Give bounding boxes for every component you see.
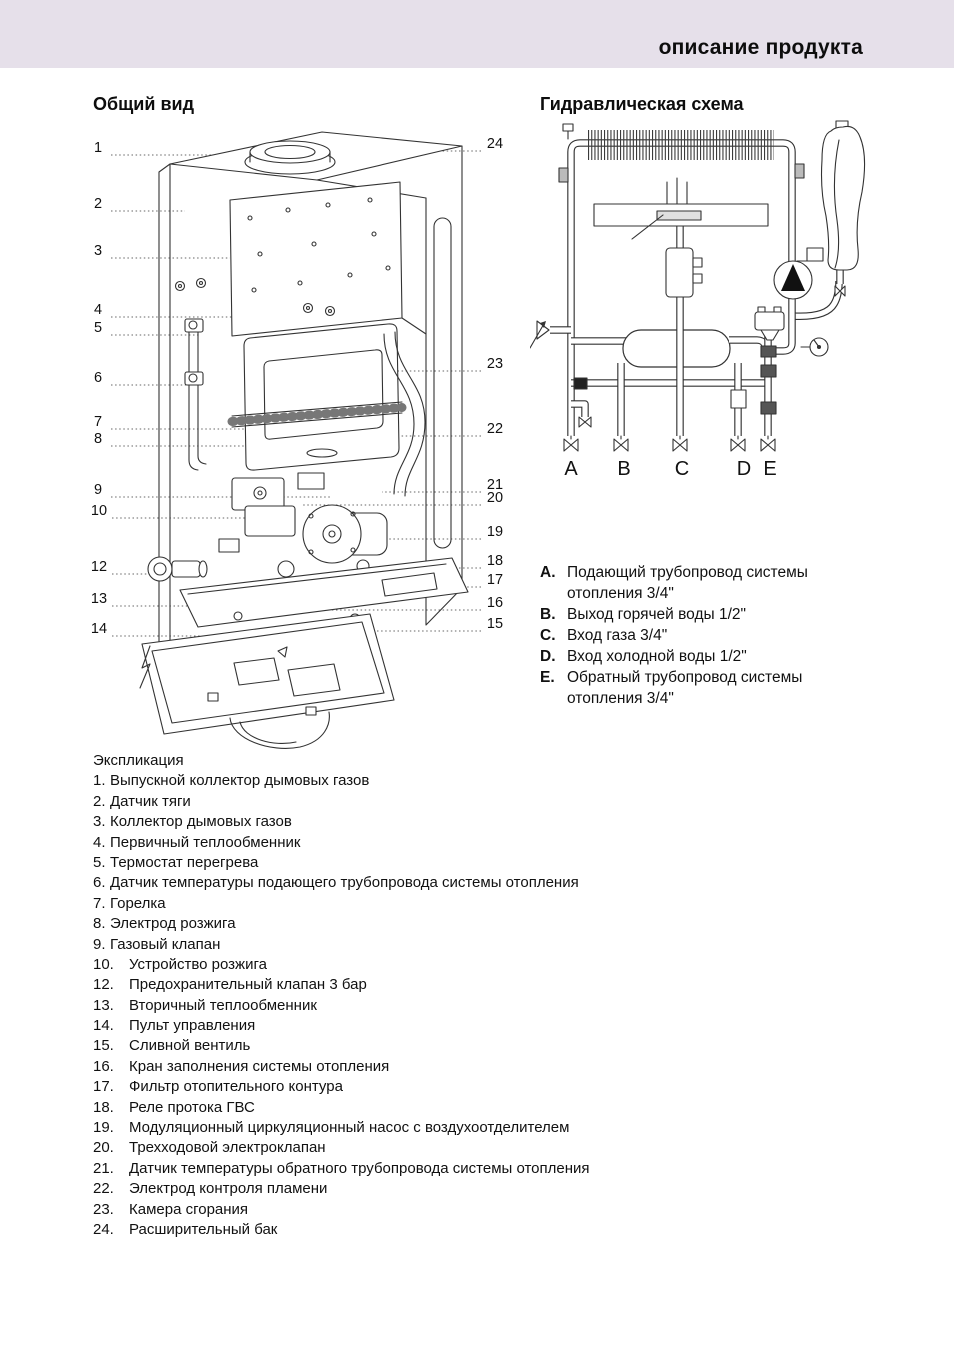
section-title-general-view: Общий вид — [93, 94, 194, 114]
item-text: Фильтр отопительного контура — [129, 1078, 343, 1096]
connection-letter-d: D — [736, 458, 752, 480]
item-number: 13. — [93, 996, 114, 1014]
list-item — [93, 1220, 923, 1240]
callout-number-10: 10 — [90, 503, 108, 519]
list-item — [93, 1138, 923, 1158]
combustion-chamber-door — [244, 324, 399, 470]
callout-number-17: 17 — [486, 572, 504, 588]
flow-temperature-sensor — [559, 168, 568, 182]
list-item — [93, 935, 923, 955]
item-text: Камера сгорания — [129, 1200, 249, 1218]
item-number: 7. — [93, 894, 106, 912]
legend-key: A. — [540, 564, 556, 581]
callout-number-1: 1 — [93, 140, 103, 156]
safety-relief-valve — [530, 321, 549, 348]
list-item — [93, 1118, 923, 1138]
page-title: описание продукта — [658, 36, 863, 59]
air-vent-fitting — [563, 124, 573, 139]
legend-key: B. — [540, 606, 556, 623]
item-text: Термостат перегрева — [110, 853, 259, 871]
item-number: 21. — [93, 1159, 114, 1177]
callout-number-8: 8 — [93, 431, 103, 447]
gas-valve — [666, 248, 702, 297]
item-text: Модуляционный циркуляционный насос с воздухоотделителем — [129, 1119, 570, 1137]
legend-key: C. — [540, 627, 556, 644]
boiler-general-view-figure — [82, 122, 512, 754]
callout-number-21: 21 — [486, 477, 504, 493]
item-number: 1. — [93, 772, 106, 790]
list-item — [93, 1057, 923, 1077]
legend-item-d — [540, 646, 880, 667]
item-text: Горелка — [110, 894, 166, 912]
callout-number-16: 16 — [486, 595, 504, 611]
safety-valve-part — [148, 557, 207, 581]
item-number: 23. — [93, 1200, 114, 1218]
callout-number-15: 15 — [486, 616, 504, 632]
callout-number-22: 22 — [486, 421, 504, 437]
left-side-fittings — [185, 319, 206, 470]
legend-item-e — [540, 667, 880, 709]
combustion-panel — [176, 182, 427, 336]
list-item — [93, 853, 923, 873]
list-item — [93, 1179, 923, 1199]
item-text: Предохранительный клапан 3 бар — [129, 976, 367, 994]
legend-text: Вход газа 3/4" — [567, 627, 668, 644]
list-item — [93, 975, 923, 995]
item-text: Первичный теплообменник — [110, 833, 301, 851]
item-number: 8. — [93, 915, 106, 933]
list-item — [93, 1077, 923, 1097]
legend-text: Обратный трубопровод системы отопления 3/4" — [567, 669, 803, 707]
callout-number-2: 2 — [93, 196, 103, 212]
item-text: Трехходовой электроклапан — [129, 1139, 326, 1157]
legend-text: Подающий трубопровод системы отопления 3/4" — [567, 564, 808, 602]
boiler-drawing — [140, 132, 468, 748]
item-number: 20. — [93, 1139, 114, 1157]
list-item — [93, 812, 923, 832]
drain-valve-symbol — [579, 417, 591, 427]
item-number: 2. — [93, 792, 106, 810]
section-title-hydraulic: Гидравлическая схема — [540, 94, 744, 114]
connection-letter-b: B — [617, 458, 631, 480]
service-valves — [564, 436, 775, 451]
list-item — [93, 792, 923, 812]
list-item — [93, 833, 923, 853]
list-item — [93, 914, 923, 934]
item-text: Устройство розжига — [129, 955, 267, 973]
callout-number-3: 3 — [93, 243, 103, 259]
legend-text: Выход горячей воды 1/2" — [567, 606, 746, 623]
explication-title: Экспликация — [93, 752, 184, 769]
item-text: Коллектор дымовых газов — [110, 813, 292, 831]
pump — [774, 248, 823, 299]
legend-key: E. — [540, 669, 555, 686]
callout-number-13: 13 — [90, 591, 108, 607]
fill-valve-block — [761, 402, 776, 414]
callout-number-12: 12 — [90, 559, 108, 575]
item-number: 15. — [93, 1037, 114, 1055]
callout-number-20: 20 — [486, 490, 504, 506]
legend-item-b — [540, 604, 880, 625]
item-text: Кран заполнения системы отопления — [129, 1057, 390, 1075]
item-text: Датчик температуры подающего трубопровода системы отопления — [110, 874, 579, 892]
pressure-gauge — [801, 338, 828, 356]
item-number: 9. — [93, 935, 106, 953]
legend-key: D. — [540, 648, 556, 665]
page-header — [0, 0, 954, 68]
item-text: Электрод розжига — [110, 915, 236, 933]
item-number: 10. — [93, 955, 114, 973]
legend-item-c — [540, 625, 880, 646]
item-number: 18. — [93, 1098, 114, 1116]
list-item — [93, 1159, 923, 1179]
item-number: 16. — [93, 1057, 114, 1075]
item-number: 12. — [93, 976, 114, 994]
flue-collar — [245, 141, 335, 174]
item-number: 14. — [93, 1017, 114, 1035]
control-panel-tray — [140, 614, 394, 748]
item-text: Реле протока ГВС — [129, 1098, 255, 1116]
item-text: Пульт управления — [129, 1017, 256, 1035]
callout-number-5: 5 — [93, 320, 103, 336]
connection-letter-c: C — [674, 458, 690, 480]
callout-number-23: 23 — [486, 356, 504, 372]
connection-letters — [564, 458, 776, 480]
dhw-flow-switch — [731, 390, 746, 408]
list-item — [93, 894, 923, 914]
legend-item-a — [540, 562, 880, 604]
item-text: Расширительный бак — [129, 1220, 278, 1238]
return-temperature-sensor — [795, 164, 804, 178]
list-item — [93, 1098, 923, 1118]
list-item — [93, 1016, 923, 1036]
item-text: Сливной вентиль — [129, 1037, 251, 1055]
circulation-pump-unit — [303, 505, 387, 563]
list-item — [93, 873, 923, 893]
callout-number-6: 6 — [93, 370, 103, 386]
item-number: 6. — [93, 874, 106, 892]
list-item — [93, 996, 923, 1016]
callout-number-19: 19 — [486, 524, 504, 540]
item-number: 3. — [93, 813, 106, 831]
item-number: 22. — [93, 1180, 114, 1198]
callout-number-14: 14 — [90, 621, 108, 637]
list-item — [93, 771, 923, 791]
item-text: Датчик тяги — [110, 792, 191, 810]
item-number: 5. — [93, 853, 106, 871]
item-text: Выпускной коллектор дымовых газов — [110, 772, 370, 790]
callout-number-9: 9 — [93, 482, 103, 498]
hydraulic-diagram-figure — [530, 118, 870, 484]
item-number: 4. — [93, 833, 106, 851]
expansion-tank — [822, 121, 865, 296]
connection-letter-e: E — [763, 458, 777, 480]
legend-text: Вход холодной воды 1/2" — [567, 648, 747, 665]
connection-letter-a: A — [564, 458, 578, 480]
callout-number-4: 4 — [93, 302, 103, 318]
list-item — [93, 955, 923, 975]
list-item — [93, 1200, 923, 1220]
item-number: 19. — [93, 1119, 114, 1137]
explication-list — [93, 751, 923, 1240]
connections-legend — [540, 562, 880, 709]
item-text: Газовый клапан — [110, 935, 221, 953]
callout-number-7: 7 — [93, 414, 103, 430]
item-number: 17. — [93, 1078, 114, 1096]
list-item — [93, 1036, 923, 1056]
base-pan — [180, 558, 468, 627]
callout-number-24: 24 — [486, 136, 504, 152]
callout-number-18: 18 — [486, 553, 504, 569]
item-text: Датчик температуры обратного трубопровода системы отопления — [129, 1159, 590, 1177]
item-text: Вторичный теплообменник — [129, 996, 317, 1014]
item-number: 24. — [93, 1220, 114, 1238]
filter-fitting — [574, 378, 587, 389]
item-text: Электрод контроля пламени — [129, 1180, 328, 1198]
